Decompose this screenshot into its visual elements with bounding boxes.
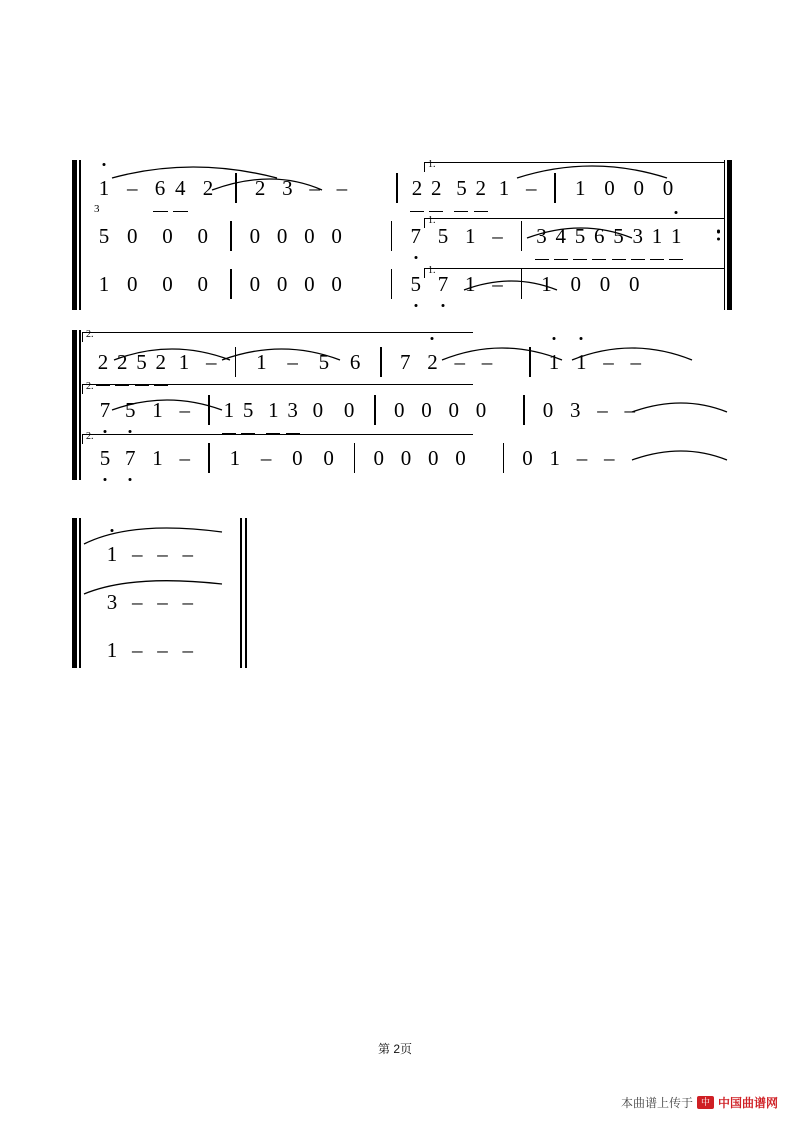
barline [554, 173, 556, 203]
note-row [72, 532, 198, 576]
note: 2 [96, 340, 110, 386]
note: 1 [229, 446, 241, 470]
note: 5 [98, 224, 110, 248]
note: 0 [522, 446, 533, 470]
note: 2 [410, 166, 424, 212]
note: 5 [405, 262, 427, 306]
note: 0 [292, 446, 303, 470]
note: 7 [399, 350, 411, 374]
note: – [157, 542, 168, 566]
note: – [576, 446, 588, 470]
note: 0 [542, 398, 554, 422]
note: – [260, 446, 272, 470]
note: 3 [106, 590, 118, 614]
note: 0 [127, 272, 138, 296]
upload-credit [620, 1094, 778, 1120]
note-row [72, 436, 620, 480]
note: 1 [102, 532, 122, 576]
note: 1 [256, 350, 267, 374]
note: 3 [631, 214, 645, 260]
note: 2 [254, 176, 266, 200]
note: 5 [135, 340, 149, 386]
note: 3 [570, 398, 581, 422]
site-name[interactable]: 中国曲谱网 [717, 1096, 778, 1110]
volta-label: 2. [86, 329, 94, 340]
barline [208, 443, 210, 473]
note: 1 [152, 446, 163, 470]
final-barline [240, 518, 248, 668]
note-row [72, 580, 198, 624]
note: 0 [331, 224, 342, 248]
note: – [454, 350, 465, 374]
note: 7 [432, 262, 454, 306]
note: 6 [153, 166, 168, 212]
note: 0 [570, 272, 582, 296]
note: 1 [222, 388, 236, 434]
note: 0 [276, 224, 288, 248]
site-logo-icon: 中国 [697, 1096, 714, 1109]
note: – [604, 446, 615, 470]
barline [521, 221, 523, 251]
note-row [72, 340, 647, 384]
note: 0 [599, 272, 611, 296]
triplet-mark: 3 [94, 203, 100, 215]
note: 6 [592, 214, 606, 260]
note: 0 [276, 272, 288, 296]
note: 1 [650, 214, 664, 260]
note: 1 [96, 166, 112, 210]
note: 0 [331, 272, 342, 296]
note: – [525, 176, 537, 200]
note: 1 [98, 272, 110, 296]
barline [380, 347, 382, 377]
volta-label: 1. [428, 265, 436, 276]
page-number: 第 2页 [377, 1042, 412, 1056]
music-system-2 [72, 330, 732, 480]
note: 1 [464, 272, 476, 296]
note: 0 [249, 272, 261, 296]
note: – [287, 350, 298, 374]
barline [523, 395, 525, 425]
note: 7 [119, 436, 141, 480]
note: 3 [282, 176, 293, 200]
repeat-end-sign [722, 160, 732, 310]
barline [208, 395, 210, 425]
note: 0 [373, 446, 384, 470]
note: – [179, 446, 190, 470]
barline [374, 395, 376, 425]
note: 0 [475, 398, 487, 422]
note: – [132, 638, 143, 662]
volta-label: 1. [428, 215, 436, 226]
note: – [624, 398, 636, 422]
note: 7 [96, 388, 114, 432]
note: – [309, 176, 320, 200]
barline [529, 347, 531, 377]
note-row [72, 388, 641, 432]
note: 4 [554, 214, 568, 260]
note: – [603, 350, 614, 374]
note: 2 [154, 340, 168, 386]
note: 4 [173, 166, 188, 212]
note: 7 [405, 214, 427, 258]
note: 1 [464, 224, 476, 248]
note: 1 [266, 388, 280, 434]
barline [230, 269, 232, 299]
note: 2 [421, 340, 443, 384]
note-row [72, 628, 198, 672]
note: 0 [629, 272, 640, 296]
note: – [492, 224, 503, 248]
note: 0 [197, 272, 208, 296]
note: 2 [474, 166, 488, 212]
note: – [182, 638, 193, 662]
note: 5 [96, 436, 114, 480]
note: 5 [437, 224, 449, 248]
music-system-1 [72, 160, 732, 310]
note: 2 [115, 340, 129, 386]
note: 2 [429, 166, 443, 212]
note: 0 [604, 176, 615, 200]
note: – [630, 350, 642, 374]
note: 3 [286, 388, 300, 434]
note: 1 [152, 398, 163, 422]
barline [235, 347, 237, 377]
note: 2 [202, 176, 214, 200]
barline [391, 269, 393, 299]
note: 0 [162, 224, 173, 248]
note: 1 [570, 340, 592, 384]
note: 0 [448, 398, 459, 422]
note: 0 [400, 446, 412, 470]
music-system-3 [72, 518, 262, 668]
note: – [336, 176, 348, 200]
barline [354, 443, 356, 473]
note: 5 [573, 214, 587, 260]
note: 6 [349, 350, 361, 374]
note: – [157, 638, 168, 662]
note: 0 [427, 446, 439, 470]
note: 0 [127, 224, 138, 248]
barline [503, 443, 505, 473]
note: 0 [662, 176, 674, 200]
note: 3 [535, 214, 549, 260]
note: – [597, 398, 608, 422]
note-row [72, 214, 683, 258]
note: – [182, 590, 193, 614]
note: – [206, 350, 217, 374]
note: 1 [543, 340, 565, 384]
volta-label: 2. [86, 431, 94, 442]
note: 1 [178, 350, 190, 374]
note: 0 [162, 272, 173, 296]
note: 5 [454, 166, 468, 212]
note: – [182, 542, 193, 566]
note: 1 [575, 176, 586, 200]
note: 0 [343, 398, 355, 422]
note: – [179, 398, 190, 422]
note: 5 [119, 388, 141, 432]
note: – [132, 590, 143, 614]
note: 0 [304, 272, 315, 296]
barline [230, 221, 232, 251]
note: 0 [312, 398, 324, 422]
volta-label: 1. [428, 159, 436, 170]
barline [391, 221, 393, 251]
note-row [72, 166, 680, 210]
note: 0 [304, 224, 315, 248]
note: 5 [318, 350, 330, 374]
barline [396, 173, 398, 203]
note: – [157, 590, 168, 614]
note: 0 [323, 446, 334, 470]
barline [235, 173, 237, 203]
note: 0 [633, 176, 645, 200]
note: 1 [498, 176, 510, 200]
note: 5 [612, 214, 626, 260]
note: – [127, 176, 138, 200]
note: 1 [541, 272, 552, 296]
note: 1 [669, 214, 683, 260]
note: 0 [393, 398, 405, 422]
note: – [481, 350, 493, 374]
note: 0 [421, 398, 432, 422]
volta-label: 2. [86, 381, 94, 392]
note: 0 [249, 224, 261, 248]
note: 0 [455, 446, 466, 470]
note: 1 [549, 446, 561, 470]
note-row [72, 262, 646, 306]
note: 1 [106, 638, 118, 662]
note: – [132, 542, 143, 566]
note: 0 [197, 224, 208, 248]
barline [521, 269, 523, 299]
note: 5 [241, 388, 255, 434]
note: – [492, 272, 503, 296]
credit-text: 本曲谱上传于 [620, 1096, 693, 1110]
